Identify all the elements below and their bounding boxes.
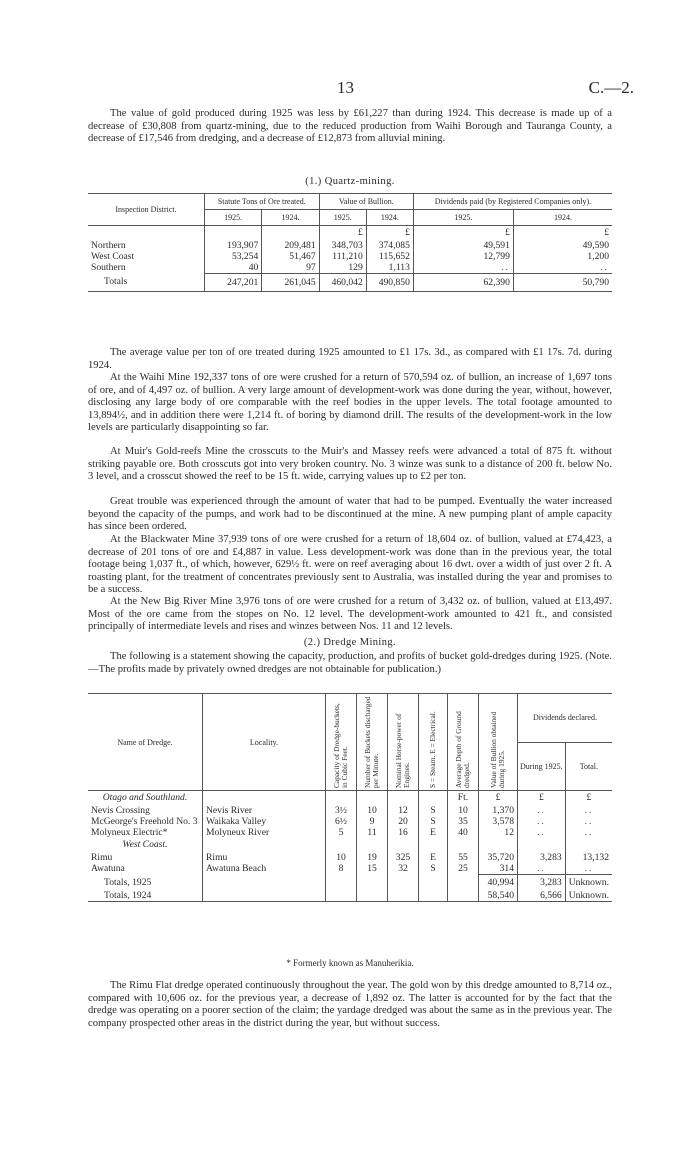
dredge-mining-caption: (2.) Dredge Mining. xyxy=(303,637,397,648)
paragraph-new-big-river: At the New Big River Mine 3,976 tons of ore were crushed for a return of 3,432 oz. of bullion, valued at £13,497. Most of the ore came from the stopes on No. 12 level. The development-work amounted to 421 ft., and consisted principally of intermediate levels and rises and winzes between Nos. 11 and 12 levels. xyxy=(88,596,612,632)
quartz-mining-table xyxy=(88,193,612,292)
year-heading: 1924. xyxy=(513,210,612,226)
unit-mark: £ xyxy=(513,226,612,240)
table-footnote: * Formerly known as Manuherikia. xyxy=(286,958,414,968)
unit-mark: £ xyxy=(479,791,518,805)
col-bullion-value: Value of Bullion obtained during 1925. xyxy=(489,711,506,788)
col-horse-power: Nominal Horse-power of Engines. xyxy=(394,713,411,788)
paragraph-average-value: The average value per ton of ore treated during 1925 amounted to £1 17s. 3d., as compared with £1 17s. 7d. during 1924. xyxy=(88,347,612,371)
unit-mark: £ xyxy=(413,226,513,240)
col-total: Total. xyxy=(565,742,612,791)
year-heading: 1924. xyxy=(262,210,319,226)
col-dredge-name: Name of Dredge. xyxy=(88,694,203,791)
col-locality: Locality. xyxy=(203,694,326,791)
col-buckets: Number of Buckets discharged per Minute. xyxy=(363,696,380,788)
document-reference: C.—2. xyxy=(588,78,634,97)
unit-mark: Ft. xyxy=(448,791,479,805)
paragraph-blackwater: At the Blackwater Mine 37,939 tons of ore were crushed for a return of 18,604 oz. of bullion, valued at £74,423, a decrease of 201 tons of ore and £4,887 in value. Less development-work was done than in the previous year, the total footage being 1,037 ft., of which, however, 629½ ft. were on reef averaging about 16 dwt. over a width of just over 2 ft. A roasting plant, for the treatment of concentrates previously sent to Australia, was installed during the year and promises to be a success. xyxy=(88,534,612,595)
table-row: West Coast 53,254 51,467 111,210 115,652 12,799 1,200 xyxy=(88,251,612,262)
unit-mark: £ xyxy=(518,791,566,805)
page-header xyxy=(0,78,700,98)
dredge-intro-paragraph: The following is a statement showing the capacity, production, and profits of bucket gold-dredges during 1925. (Note.—The profits made by privately owned dredges are not obtainable for publication.) xyxy=(88,651,612,675)
quartz-mining-caption: (1.) Quartz-mining. xyxy=(305,176,395,187)
table-row: Molyneux Electric* Molyneux River 5 11 16 E 40 12 .. .. xyxy=(88,827,612,838)
totals-row: Totals, 1925 40,994 3,283 Unknown. xyxy=(88,874,612,890)
table-row: Southern 40 97 129 1,113 .. .. xyxy=(88,262,612,274)
unit-mark: £ xyxy=(319,226,366,240)
page-number: 13 xyxy=(337,78,354,97)
table-row: McGeorge's Freehold No. 3 Waikaka Valley 6½ 9 20 S 35 3,578 .. .. xyxy=(88,816,612,827)
paragraph-rimu-flat: The Rimu Flat dredge operated continuously throughout the year. The gold won by this dredge amounted to 8,714 oz., compared with 10,606 oz. for the previous year, a decrease of 1,892 oz. The latter is accounted for by the fact that the dredge was operating on a poorer section of the claim; the yardage dredged was about the same as in the previous year. The company prospected other areas in the district during the year, but without success. xyxy=(88,980,612,1029)
col-capacity: Capacity of Dredge-buckets, in Cubic Feet. xyxy=(332,703,349,788)
col-dividends-declared: Dividends declared. xyxy=(518,694,613,743)
group-heading: Otago and Southland. xyxy=(102,792,188,804)
group-heading: West Coast. xyxy=(122,839,168,850)
table-row: Northern 193,907 209,481 348,703 374,085 49,591 49,590 xyxy=(88,240,612,251)
year-heading: 1924. xyxy=(366,210,413,226)
unit-mark: £ xyxy=(565,791,612,805)
col-district: Inspection District. xyxy=(88,194,205,226)
year-heading: 1925. xyxy=(205,210,262,226)
col-dividends: Dividends paid (by Registered Companies only). xyxy=(413,194,612,210)
col-during: During 1925. xyxy=(518,742,566,791)
col-depth: Average Depth of Ground dredged. xyxy=(454,711,471,788)
paragraph-muirs: At Muir's Gold-reefs Mine the crosscuts to the Muir's and Massey reefs were advanced a total of 875 ft. without striking payable ore. Both crosscuts got into very broken country. No. 3 winze was sunk to a distance of 200 ft. below No. 3 level, and a crosscut showed the reef to be 15 ft. wide, carrying values up to £2 per ton. xyxy=(88,446,612,482)
dredge-mining-table xyxy=(88,693,612,902)
year-heading: 1925. xyxy=(319,210,366,226)
year-heading: 1925. xyxy=(413,210,513,226)
col-statute-tons: Statute Tons of Ore treated. xyxy=(205,194,320,210)
totals-row: Totals, 1924 58,540 6,566 Unknown. xyxy=(88,890,612,902)
totals-row: Totals 247,201 261,045 460,042 490,850 62,390 50,790 xyxy=(88,273,612,291)
table-row: Rimu Rimu 10 19 325 E 55 35,720 3,283 13,132 xyxy=(88,852,612,863)
paragraph-waihi: At the Waihi Mine 192,337 tons of ore were crushed for a return of 570,594 oz. of bullion, an increase of 1,697 tons of ore, and of 4,497 oz. of bullion. A very large amount of development-work was done during the year, without, however, disclosing any large body of ore comparable with the reef bodies in the upper levels. The total footage amounted to 13,894½, and in addition there were 1,214 ft. of boring by diamond drill. The results of the development-work in the low levels are particularly disappointing so far. xyxy=(88,372,612,433)
paragraph-water: Great trouble was experienced through the amount of water that had to be pumped. Eventually the water increased beyond the capacity of the pumps, and work had to be discontinued at the mine. A new pumping plant of ample capacity has since been ordered. xyxy=(88,496,612,532)
unit-mark: £ xyxy=(366,226,413,240)
table-row: Awatuna Awatuna Beach 8 15 32 S 25 314 .. .. xyxy=(88,863,612,875)
col-power-type: S = Steam. E = Electrical. xyxy=(428,711,437,788)
table-row: Nevis Crossing Nevis River 3½ 10 12 S 10 1,370 .. .. xyxy=(88,805,612,816)
intro-paragraph: The value of gold produced during 1925 was less by £61,227 than during 1924. This decrease is made up of a decrease of £30,808 from quartz-mining, due to the reduced production from Waihi Borough and Tauranga County, a decrease of £17,546 from dredging, and a decrease of £12,873 from alluvial mining. xyxy=(88,108,612,144)
col-bullion: Value of Bullion. xyxy=(319,194,413,210)
